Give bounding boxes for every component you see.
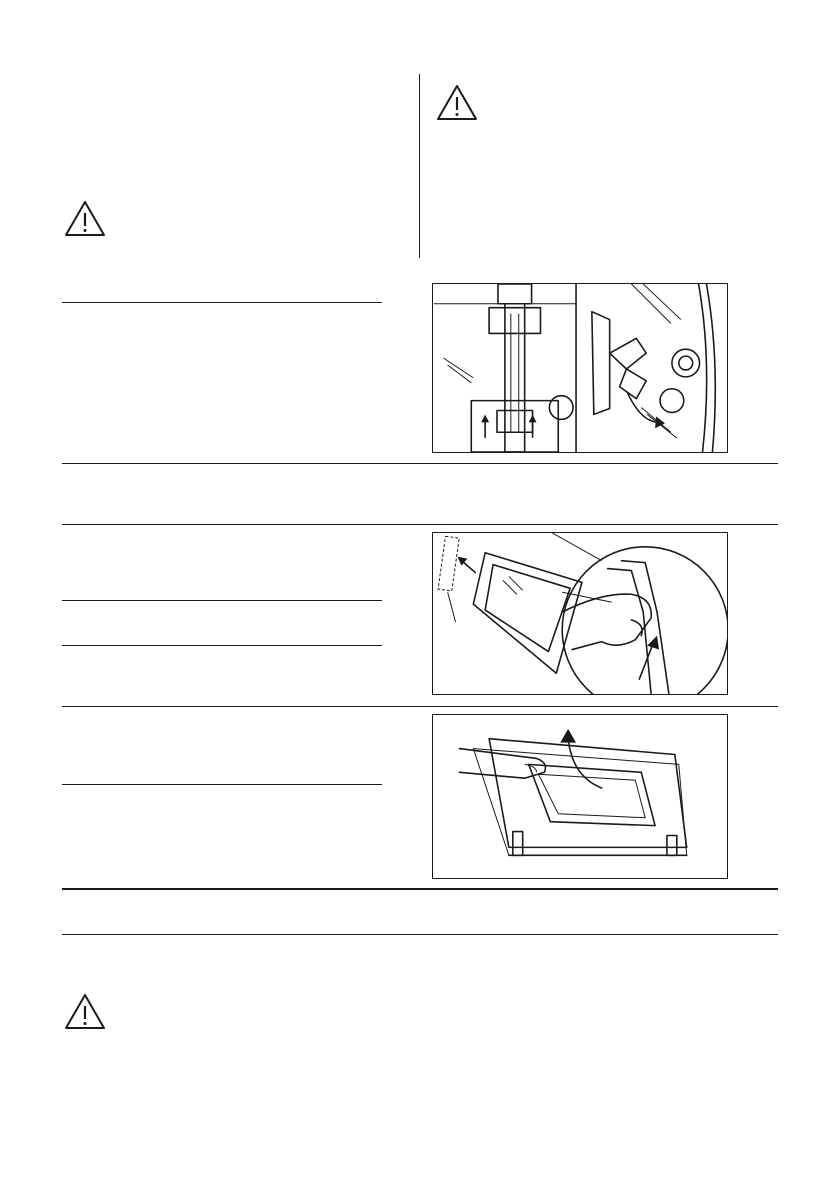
column-divider <box>419 74 420 258</box>
step-separator <box>62 302 382 303</box>
step-separator <box>62 784 382 785</box>
door-removal-figure <box>432 532 728 695</box>
warning-triangle-icon <box>436 84 478 122</box>
section-separator <box>62 463 778 464</box>
warning-triangle-icon <box>64 993 106 1031</box>
door-hinge-detail-figure <box>432 283 728 453</box>
section-separator <box>62 888 778 890</box>
door-glass-lift-figure <box>432 714 728 879</box>
section-separator <box>62 934 778 935</box>
section-separator <box>62 706 778 707</box>
step-separator <box>62 600 382 601</box>
section-separator <box>62 524 778 525</box>
warning-triangle-icon <box>64 200 106 238</box>
step-separator <box>62 645 382 646</box>
